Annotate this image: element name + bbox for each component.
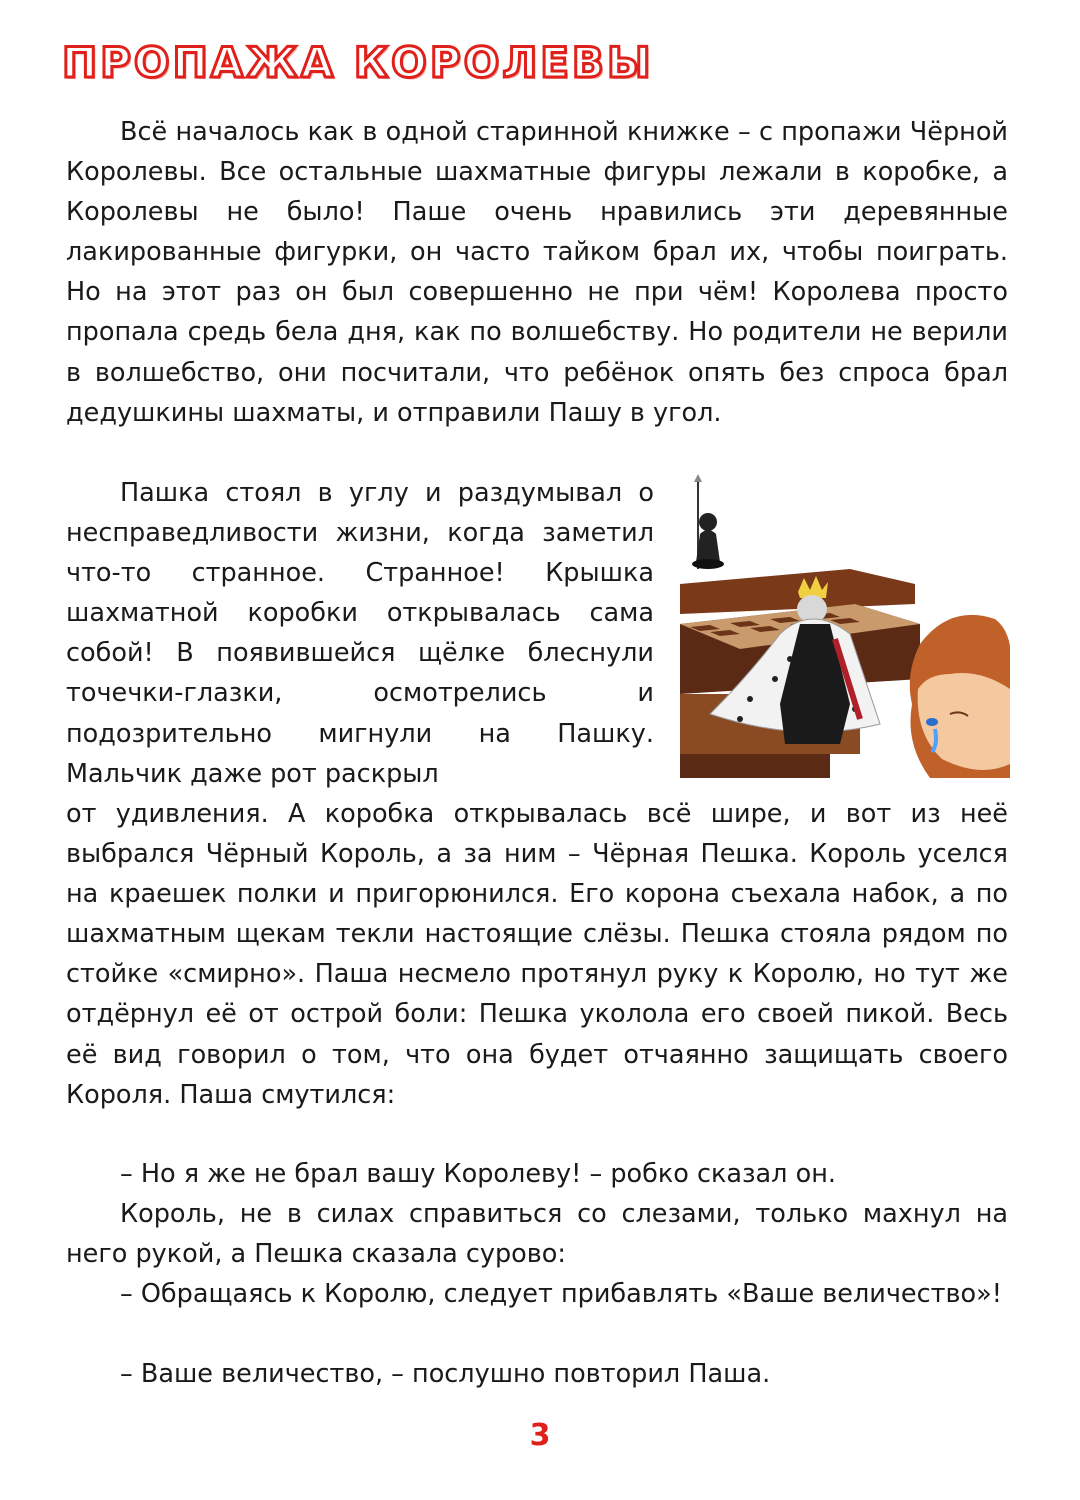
dialogue-line-1: – Но я же не брал вашу Королеву! – робко сказал он. bbox=[120, 1159, 836, 1189]
paragraph-1: Всё началось как в одной старинной книжке – с пропажи Чёрной Королевы. Все остальные шахматные фигуры лежали в коробке, а Королевы не было! Паше очень нравились эти деревянные лакированные фигурки, он часто тайком брал их, чтобы поиграть. Но на этот раз он был совершенно не при чём! Королева просто пропала средь бела дня, как по волшебству. Но родители не верили в волшебство, они посчитали, что ребёнок опять без спроса брал дедушкины шахматы, и отправили Пашу в угол. bbox=[66, 117, 1008, 428]
boy-face bbox=[910, 615, 1010, 778]
page-number: 3 bbox=[529, 1418, 551, 1453]
paragraph-2-continued: от удивления. А коробка открывалась всё шире, и вот из неё выбрался Чёрный Король, а за ним – Чёрная Пешка. Король уселся на краешек полки и пригорюнился. Его корона съехала набок, а по шахматным щекам текли настоящие слёзы. Пешка стояла рядом по стойке «смирно». Паша несмело протянул руку к Королю, но тут же отдёрнул её от острой боли: Пешка уколола его своей пикой. Весь её вид говорил о том, что она будет отчаянно защищать своего Короля. Паша смутился: bbox=[66, 799, 1008, 1110]
paragraph-3: Король, не в силах справиться со слезами, только махнул на него рукой, а Пешка сказала сурово: bbox=[66, 1199, 1008, 1270]
dialogue-line-3: – Ваше величество, – послушно повторил Паша. bbox=[120, 1359, 771, 1389]
chapter-title: ПРОПАЖА КОРОЛЕВЫ bbox=[62, 38, 654, 87]
dialogue-line-2: – Обращаясь к Королю, следует прибавлять «Ваше величество»! bbox=[120, 1279, 1002, 1309]
pawn-figure bbox=[692, 474, 724, 569]
paragraph-2-start: Пашка стоял в углу и раздумывал о несправедливости жизни, когда заметил что-то странное. Странное! Крышка шахматной коробки открывалась сама собой! В появившейся щёлке блеснули точечки-глазки, осмотрелись и подозрительно мигнули на Пашку. Мальчик даже рот раскрыл bbox=[66, 478, 654, 789]
illustration-chess-king-and-boy bbox=[680, 474, 1010, 778]
